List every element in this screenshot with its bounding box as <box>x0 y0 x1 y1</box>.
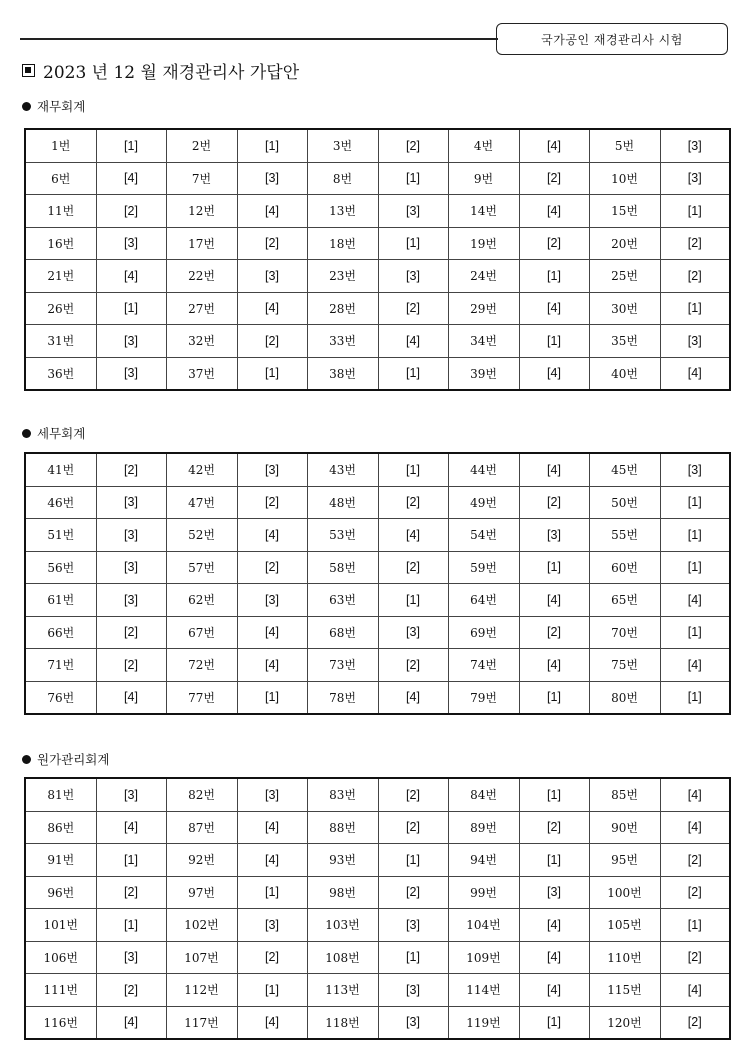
question-number-cell: 34번 <box>448 325 519 358</box>
question-number-cell: 114번 <box>448 974 519 1007</box>
answer-cell: [3] <box>96 227 166 260</box>
question-number-cell: 80번 <box>589 681 660 714</box>
question-number-cell: 16번 <box>25 227 96 260</box>
table-row <box>25 551 730 584</box>
section-heading-tax <box>22 424 85 442</box>
answer-cell: [2] <box>96 616 166 649</box>
question-number-cell: 93번 <box>307 844 378 877</box>
answer-cell: [4] <box>96 260 166 293</box>
answer-cell: [4] <box>660 811 730 844</box>
question-number-cell: 35번 <box>589 325 660 358</box>
question-number-cell: 2번 <box>166 129 237 162</box>
answer-cell: [3] <box>237 778 307 811</box>
question-number-cell: 83번 <box>307 778 378 811</box>
answer-cell: [1] <box>96 909 166 942</box>
answer-cell: [2] <box>660 1006 730 1039</box>
exam-name-box <box>496 23 728 55</box>
question-number-cell: 107번 <box>166 941 237 974</box>
answer-cell: [1] <box>237 357 307 390</box>
question-number-cell: 25번 <box>589 260 660 293</box>
question-number-cell: 1번 <box>25 129 96 162</box>
question-number-cell: 113번 <box>307 974 378 1007</box>
answer-cell: [2] <box>378 129 448 162</box>
section-heading-label: 재무회계 <box>37 99 86 114</box>
question-number-cell: 101번 <box>25 909 96 942</box>
question-number-cell: 7번 <box>166 162 237 195</box>
answer-cell: [3] <box>237 584 307 617</box>
question-number-cell: 102번 <box>166 909 237 942</box>
table-row <box>25 195 730 228</box>
question-number-cell: 105번 <box>589 909 660 942</box>
answer-cell: [1] <box>237 974 307 1007</box>
table-row <box>25 909 730 942</box>
question-number-cell: 33번 <box>307 325 378 358</box>
answer-cell: [2] <box>378 551 448 584</box>
answer-cell: [4] <box>660 974 730 1007</box>
answer-cell: [4] <box>378 519 448 552</box>
question-number-cell: 20번 <box>589 227 660 260</box>
answer-cell: [4] <box>519 292 589 325</box>
answer-cell: [1] <box>237 876 307 909</box>
question-number-cell: 99번 <box>448 876 519 909</box>
question-number-cell: 12번 <box>166 195 237 228</box>
answer-cell: [1] <box>519 551 589 584</box>
answer-cell: [1] <box>519 1006 589 1039</box>
question-number-cell: 52번 <box>166 519 237 552</box>
question-number-cell: 72번 <box>166 649 237 682</box>
question-number-cell: 116번 <box>25 1006 96 1039</box>
answer-cell: [2] <box>378 292 448 325</box>
answer-cell: [4] <box>237 616 307 649</box>
answer-cell: [1] <box>378 941 448 974</box>
answer-cell: [2] <box>519 227 589 260</box>
question-number-cell: 66번 <box>25 616 96 649</box>
question-number-cell: 95번 <box>589 844 660 877</box>
answer-cell: [4] <box>378 325 448 358</box>
answer-cell: [3] <box>378 616 448 649</box>
answer-cell: [3] <box>378 909 448 942</box>
answer-cell: [1] <box>378 844 448 877</box>
question-number-cell: 70번 <box>589 616 660 649</box>
question-number-cell: 21번 <box>25 260 96 293</box>
answer-cell: [3] <box>96 584 166 617</box>
question-number-cell: 62번 <box>166 584 237 617</box>
answer-cell: [4] <box>96 811 166 844</box>
answer-cell: [4] <box>660 649 730 682</box>
question-number-cell: 6번 <box>25 162 96 195</box>
question-number-cell: 8번 <box>307 162 378 195</box>
table-row <box>25 778 730 811</box>
answer-cell: [4] <box>519 129 589 162</box>
table-row <box>25 486 730 519</box>
answer-cell: [3] <box>96 486 166 519</box>
question-number-cell: 43번 <box>307 453 378 486</box>
answer-cell: [1] <box>378 453 448 486</box>
question-number-cell: 10번 <box>589 162 660 195</box>
exam-name: 국가공인 재경관리사 시험 <box>541 32 683 47</box>
question-number-cell: 42번 <box>166 453 237 486</box>
question-number-cell: 29번 <box>448 292 519 325</box>
question-number-cell: 89번 <box>448 811 519 844</box>
question-number-cell: 98번 <box>307 876 378 909</box>
question-number-cell: 86번 <box>25 811 96 844</box>
question-number-cell: 119번 <box>448 1006 519 1039</box>
answer-cell: [2] <box>96 649 166 682</box>
question-number-cell: 49번 <box>448 486 519 519</box>
page-title <box>22 58 299 83</box>
question-number-cell: 9번 <box>448 162 519 195</box>
answer-cell: [1] <box>519 260 589 293</box>
answer-cell: [3] <box>660 325 730 358</box>
answer-cell: [1] <box>96 844 166 877</box>
question-number-cell: 37번 <box>166 357 237 390</box>
question-number-cell: 87번 <box>166 811 237 844</box>
answer-cell: [4] <box>519 453 589 486</box>
answer-cell: [2] <box>519 616 589 649</box>
section-heading-label: 원가관리회계 <box>37 752 110 767</box>
question-number-cell: 50번 <box>589 486 660 519</box>
answer-cell: [1] <box>237 681 307 714</box>
bullet-dot-icon <box>22 429 31 438</box>
question-number-cell: 13번 <box>307 195 378 228</box>
question-number-cell: 57번 <box>166 551 237 584</box>
table-row <box>25 325 730 358</box>
answer-cell: [4] <box>237 811 307 844</box>
answer-cell: [3] <box>237 162 307 195</box>
question-number-cell: 88번 <box>307 811 378 844</box>
question-number-cell: 111번 <box>25 974 96 1007</box>
question-number-cell: 23번 <box>307 260 378 293</box>
bullet-dot-icon <box>22 102 31 111</box>
square-bullet-icon <box>22 64 35 77</box>
answer-cell: [2] <box>660 260 730 293</box>
question-number-cell: 58번 <box>307 551 378 584</box>
answer-cell: [3] <box>237 453 307 486</box>
question-number-cell: 59번 <box>448 551 519 584</box>
answer-cell: [1] <box>660 681 730 714</box>
question-number-cell: 74번 <box>448 649 519 682</box>
question-number-cell: 64번 <box>448 584 519 617</box>
answer-cell: [4] <box>237 649 307 682</box>
question-number-cell: 120번 <box>589 1006 660 1039</box>
question-number-cell: 19번 <box>448 227 519 260</box>
question-number-cell: 3번 <box>307 129 378 162</box>
question-number-cell: 81번 <box>25 778 96 811</box>
question-number-cell: 79번 <box>448 681 519 714</box>
answer-cell: [1] <box>660 195 730 228</box>
question-number-cell: 60번 <box>589 551 660 584</box>
answer-cell: [1] <box>378 162 448 195</box>
answer-cell: [2] <box>660 844 730 877</box>
answer-cell: [2] <box>378 778 448 811</box>
question-number-cell: 68번 <box>307 616 378 649</box>
answer-cell: [4] <box>519 649 589 682</box>
question-number-cell: 92번 <box>166 844 237 877</box>
answer-cell: [2] <box>237 941 307 974</box>
section-heading-cost <box>22 750 109 768</box>
question-number-cell: 84번 <box>448 778 519 811</box>
question-number-cell: 48번 <box>307 486 378 519</box>
table-row <box>25 876 730 909</box>
question-number-cell: 106번 <box>25 941 96 974</box>
question-number-cell: 38번 <box>307 357 378 390</box>
question-number-cell: 61번 <box>25 584 96 617</box>
table-row <box>25 260 730 293</box>
answer-cell: [2] <box>660 941 730 974</box>
answer-cell: [1] <box>378 584 448 617</box>
question-number-cell: 103번 <box>307 909 378 942</box>
question-number-cell: 112번 <box>166 974 237 1007</box>
table-row <box>25 227 730 260</box>
answer-cell: [4] <box>519 909 589 942</box>
answer-cell: [4] <box>96 1006 166 1039</box>
question-number-cell: 31번 <box>25 325 96 358</box>
table-row <box>25 453 730 486</box>
question-number-cell: 82번 <box>166 778 237 811</box>
question-number-cell: 110번 <box>589 941 660 974</box>
question-number-cell: 94번 <box>448 844 519 877</box>
answer-cell: [3] <box>96 325 166 358</box>
question-number-cell: 22번 <box>166 260 237 293</box>
question-number-cell: 40번 <box>589 357 660 390</box>
answer-cell: [1] <box>660 551 730 584</box>
question-number-cell: 30번 <box>589 292 660 325</box>
answer-cell: [3] <box>378 195 448 228</box>
answer-cell: [3] <box>96 551 166 584</box>
question-number-cell: 55번 <box>589 519 660 552</box>
answer-cell: [3] <box>96 941 166 974</box>
answer-table-tax <box>24 452 731 715</box>
answer-cell: [3] <box>378 974 448 1007</box>
answer-cell: [2] <box>660 876 730 909</box>
page-title-text: 2023 년 12 월 재경관리사 가답안 <box>43 63 300 83</box>
answer-cell: [3] <box>660 129 730 162</box>
table-row <box>25 941 730 974</box>
question-number-cell: 97번 <box>166 876 237 909</box>
question-number-cell: 18번 <box>307 227 378 260</box>
answer-cell: [2] <box>519 162 589 195</box>
question-number-cell: 54번 <box>448 519 519 552</box>
question-number-cell: 90번 <box>589 811 660 844</box>
question-number-cell: 67번 <box>166 616 237 649</box>
answer-cell: [2] <box>378 649 448 682</box>
answer-cell: [2] <box>237 486 307 519</box>
question-number-cell: 24번 <box>448 260 519 293</box>
answer-cell: [3] <box>519 519 589 552</box>
answer-cell: [1] <box>519 681 589 714</box>
question-number-cell: 39번 <box>448 357 519 390</box>
answer-cell: [1] <box>237 129 307 162</box>
answer-cell: [4] <box>237 195 307 228</box>
question-number-cell: 65번 <box>589 584 660 617</box>
answer-cell: [2] <box>237 325 307 358</box>
question-number-cell: 117번 <box>166 1006 237 1039</box>
answer-cell: [4] <box>378 681 448 714</box>
section-heading-financial <box>22 97 85 115</box>
question-number-cell: 118번 <box>307 1006 378 1039</box>
answer-cell: [1] <box>519 844 589 877</box>
table-row <box>25 681 730 714</box>
answer-cell: [3] <box>237 909 307 942</box>
answer-cell: [1] <box>660 616 730 649</box>
answer-cell: [3] <box>237 260 307 293</box>
question-number-cell: 104번 <box>448 909 519 942</box>
answer-cell: [1] <box>660 519 730 552</box>
answer-cell: [4] <box>96 162 166 195</box>
question-number-cell: 32번 <box>166 325 237 358</box>
answer-cell: [2] <box>96 195 166 228</box>
question-number-cell: 27번 <box>166 292 237 325</box>
answer-cell: [3] <box>96 778 166 811</box>
answer-cell: [1] <box>660 909 730 942</box>
question-number-cell: 75번 <box>589 649 660 682</box>
answer-cell: [3] <box>660 453 730 486</box>
question-number-cell: 63번 <box>307 584 378 617</box>
table-row <box>25 357 730 390</box>
answer-table-financial <box>24 128 731 391</box>
table-row <box>25 649 730 682</box>
answer-cell: [3] <box>96 519 166 552</box>
question-number-cell: 11번 <box>25 195 96 228</box>
question-number-cell: 5번 <box>589 129 660 162</box>
table-row <box>25 129 730 162</box>
answer-cell: [4] <box>519 195 589 228</box>
question-number-cell: 14번 <box>448 195 519 228</box>
answer-cell: [3] <box>378 1006 448 1039</box>
question-number-cell: 26번 <box>25 292 96 325</box>
answer-cell: [4] <box>237 519 307 552</box>
question-number-cell: 108번 <box>307 941 378 974</box>
answer-cell: [2] <box>96 453 166 486</box>
question-number-cell: 109번 <box>448 941 519 974</box>
answer-cell: [2] <box>519 811 589 844</box>
question-number-cell: 91번 <box>25 844 96 877</box>
bullet-dot-icon <box>22 755 31 764</box>
header-rule <box>20 38 498 40</box>
question-number-cell: 76번 <box>25 681 96 714</box>
question-number-cell: 115번 <box>589 974 660 1007</box>
question-number-cell: 51번 <box>25 519 96 552</box>
answer-cell: [4] <box>237 1006 307 1039</box>
answer-cell: [4] <box>237 292 307 325</box>
question-number-cell: 44번 <box>448 453 519 486</box>
answer-cell: [1] <box>96 129 166 162</box>
question-number-cell: 15번 <box>589 195 660 228</box>
answer-cell: [4] <box>519 357 589 390</box>
answer-cell: [3] <box>96 357 166 390</box>
answer-cell: [1] <box>378 357 448 390</box>
question-number-cell: 46번 <box>25 486 96 519</box>
answer-cell: [4] <box>519 584 589 617</box>
table-row <box>25 292 730 325</box>
question-number-cell: 36번 <box>25 357 96 390</box>
question-number-cell: 53번 <box>307 519 378 552</box>
answer-cell: [2] <box>96 974 166 1007</box>
question-number-cell: 100번 <box>589 876 660 909</box>
answer-cell: [3] <box>660 162 730 195</box>
answer-cell: [2] <box>237 551 307 584</box>
table-row <box>25 811 730 844</box>
answer-cell: [2] <box>237 227 307 260</box>
question-number-cell: 96번 <box>25 876 96 909</box>
answer-cell: [1] <box>378 227 448 260</box>
answer-cell: [4] <box>519 974 589 1007</box>
table-row <box>25 1006 730 1039</box>
question-number-cell: 77번 <box>166 681 237 714</box>
table-row <box>25 162 730 195</box>
question-number-cell: 85번 <box>589 778 660 811</box>
answer-cell: [2] <box>378 876 448 909</box>
section-heading-label: 세무회계 <box>37 426 86 441</box>
answer-cell: [1] <box>519 778 589 811</box>
answer-cell: [4] <box>237 844 307 877</box>
table-row <box>25 974 730 1007</box>
question-number-cell: 73번 <box>307 649 378 682</box>
table-row <box>25 844 730 877</box>
answer-cell: [3] <box>378 260 448 293</box>
question-number-cell: 78번 <box>307 681 378 714</box>
question-number-cell: 4번 <box>448 129 519 162</box>
answer-cell: [2] <box>519 486 589 519</box>
table-row <box>25 584 730 617</box>
answer-cell: [2] <box>378 811 448 844</box>
answer-cell: [3] <box>519 876 589 909</box>
answer-cell: [1] <box>519 325 589 358</box>
question-number-cell: 17번 <box>166 227 237 260</box>
answer-cell: [2] <box>96 876 166 909</box>
answer-cell: [4] <box>519 941 589 974</box>
answer-cell: [1] <box>660 486 730 519</box>
question-number-cell: 47번 <box>166 486 237 519</box>
answer-cell: [2] <box>660 227 730 260</box>
question-number-cell: 56번 <box>25 551 96 584</box>
answer-cell: [1] <box>660 292 730 325</box>
table-row <box>25 616 730 649</box>
answer-cell: [1] <box>96 292 166 325</box>
question-number-cell: 41번 <box>25 453 96 486</box>
answer-table-cost <box>24 777 731 1040</box>
answer-cell: [4] <box>660 778 730 811</box>
answer-cell: [4] <box>96 681 166 714</box>
answer-cell: [4] <box>660 584 730 617</box>
table-row <box>25 519 730 552</box>
question-number-cell: 71번 <box>25 649 96 682</box>
question-number-cell: 69번 <box>448 616 519 649</box>
answer-cell: [4] <box>660 357 730 390</box>
answer-cell: [2] <box>378 486 448 519</box>
question-number-cell: 28번 <box>307 292 378 325</box>
question-number-cell: 45번 <box>589 453 660 486</box>
